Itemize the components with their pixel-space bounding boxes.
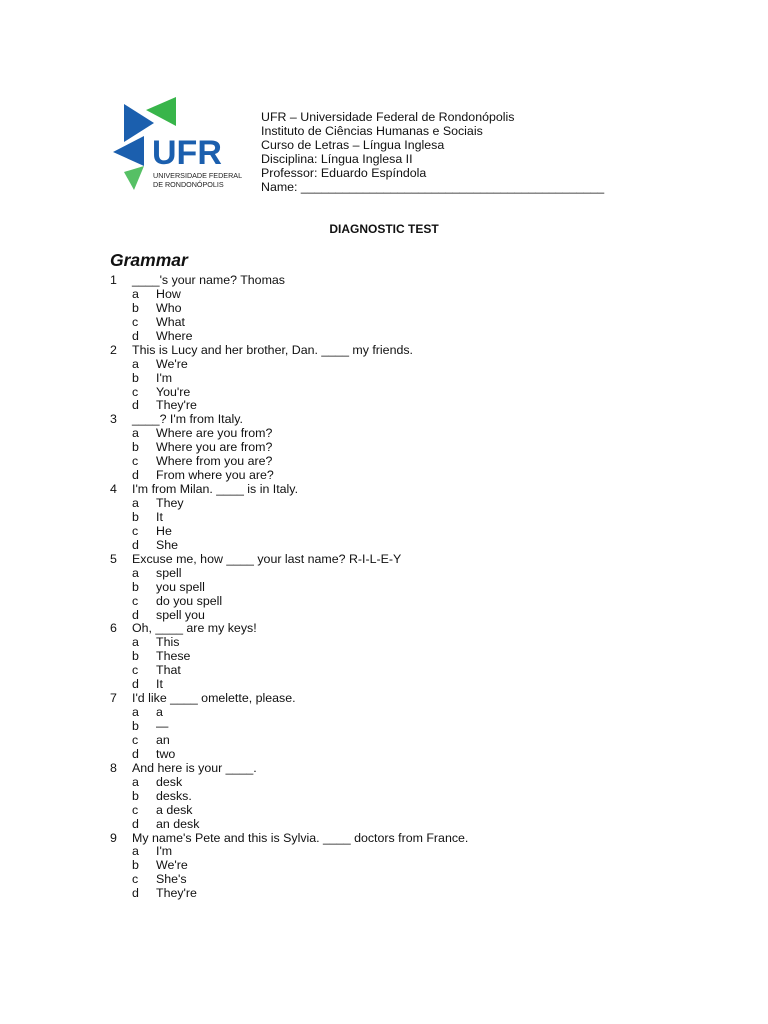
question-text: I'd like ____ omelette, please. [132,691,296,706]
question-number: 2 [110,342,117,357]
page-title: DIAGNOSTIC TEST [329,222,439,236]
option-letter: d [132,398,139,413]
option-letter: c [132,663,139,678]
question-text: ____'s your name? Thomas [132,273,285,287]
question-number: 3 [110,412,117,427]
option-text: Who [156,300,182,315]
question-number: 6 [110,621,117,636]
option-letter: b [132,649,139,664]
header-line-university: UFR – Universidade Federal de Rondonópolis [261,110,515,124]
option-text: Where you are from? [156,440,273,455]
option-text: It [156,509,163,524]
question-text: Excuse me, how ____ your last name? R-I-L-E-Y [132,551,402,566]
option-text: We're [156,356,188,371]
question-number: 9 [110,830,117,845]
option-letter: a [132,565,139,580]
option-letter: b [132,719,139,733]
option-text: an [156,732,170,747]
option-letter: a [132,496,139,510]
option-text: do you spell [156,593,223,608]
option-letter: c [132,523,139,538]
option-letter: d [132,328,139,343]
option-text: They're [156,398,197,413]
header-line-course: Curso de Letras – Língua Inglesa [261,138,445,152]
question-number: 4 [110,482,117,497]
option-text: He [156,523,172,538]
option-letter: d [132,816,139,831]
option-text: spell [156,565,182,580]
header-line-name: Name: ____________________________________________ [261,180,605,194]
ufr-logo-mark [110,96,250,206]
option-letter: b [132,370,139,385]
option-letter: a [132,286,139,301]
option-letter: a [132,635,139,650]
option-letter: c [132,314,139,329]
option-text: you spell [156,579,205,594]
option-text: How [156,286,181,301]
ufr-logo [110,96,250,206]
header-info [261,110,604,194]
option-text: Where from you are? [156,454,273,469]
option-letter: d [132,537,139,552]
question-text: I'm from Milan. ____ is in Italy. [132,482,299,497]
option-text: two [156,746,176,761]
option-letter: a [132,844,139,859]
option-text: She's [156,872,187,887]
option-letter: c [132,802,139,817]
question-number: 5 [110,551,117,566]
option-text: What [156,314,185,329]
option-text: You're [156,384,191,399]
option-letter: b [132,509,139,524]
option-letter: a [132,774,139,789]
option-text: spell you [156,607,205,622]
option-letter: b [132,579,139,594]
question-number: 7 [110,691,117,706]
option-letter: a [132,426,139,441]
option-text: It [156,677,163,692]
question-number: 8 [110,760,117,775]
option-letter: a [132,705,139,720]
option-text: desk [156,774,183,789]
option-letter: c [132,872,139,887]
option-text: Where [156,328,193,343]
option-text: They [156,496,184,510]
option-text: desks. [156,788,192,803]
option-text: Where are you from? [156,426,273,441]
option-text: They're [156,886,197,901]
option-text: This [156,635,180,650]
option-letter: d [132,607,139,622]
option-letter: c [132,732,139,747]
question-number: 1 [110,273,117,287]
header-line-discipline: Disciplina: Língua Inglesa II [261,152,413,166]
header-line-professor: Professor: Eduardo Espíndola [261,166,427,180]
option-text: a [156,705,163,720]
option-text: I'm [156,370,173,385]
option-text: We're [156,858,188,873]
header-line-institute: Instituto de Ciências Humanas e Sociais [261,124,483,138]
option-text: an desk [156,816,200,831]
option-letter: b [132,440,139,455]
question-text: My name's Pete and this is Sylvia. ____ doctors from France. [132,830,469,845]
option-text: a desk [156,802,193,817]
option-text: I'm [156,844,173,859]
option-letter: b [132,788,139,803]
option-letter: b [132,300,139,315]
question-text: Oh, ____ are my keys! [132,621,257,636]
option-letter: d [132,468,139,483]
option-text: — [156,719,169,733]
option-letter: d [132,746,139,761]
option-text: From where you are? [156,468,274,483]
option-letter: c [132,384,139,399]
option-letter: a [132,356,139,371]
logo-subtitle-line2: DE RONDONÓPOLIS [153,179,224,189]
logo-subtitle-line1: UNIVERSIDADE FEDERAL [153,171,243,180]
option-text: These [156,649,191,664]
logo-wordmark: UFR [152,134,222,172]
option-letter: c [132,454,139,469]
section-heading: Grammar [110,250,188,270]
option-letter: b [132,858,139,873]
option-letter: d [132,677,139,692]
option-text: She [156,537,179,552]
question-text: And here is your ____. [132,760,257,775]
question-text: ____? I'm from Italy. [132,412,243,427]
question-text: This is Lucy and her brother, Dan. ____ my friends. [132,342,413,357]
option-letter: c [132,593,139,608]
option-text: That [156,663,181,678]
logo-subtitle [153,172,242,189]
option-letter: d [132,886,139,901]
